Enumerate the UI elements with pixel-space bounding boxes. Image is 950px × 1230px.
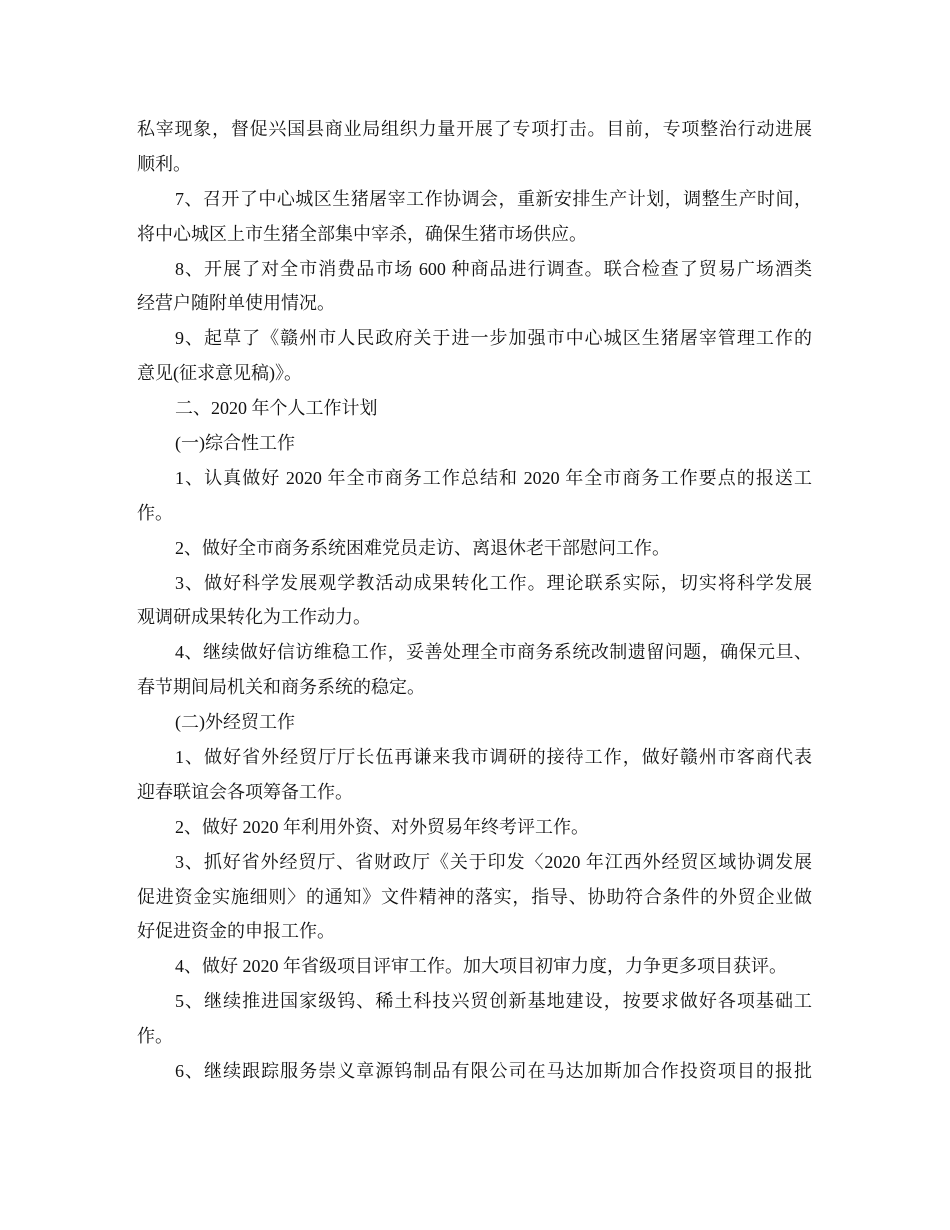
text-line: 将中心城区上市生猪全部集中宰杀，确保生猪市场供应。 <box>137 223 587 244</box>
paragraph <box>137 426 812 461</box>
paragraph <box>137 1054 812 1089</box>
text-line: 二、2020 年个人工作计划 <box>175 398 378 419</box>
text-line: 2、做好 2020 年利用外资、对外贸易年终考评工作。 <box>175 816 589 837</box>
text-line: 1、认真做好 2020 年全市商务工作总结和 2020 年全市商务工作要点的报送工 <box>175 467 812 488</box>
paragraph <box>137 321 812 391</box>
paragraph <box>137 949 812 984</box>
text-line: 促进资金实施细则〉的通知》文件精神的落实，指导、协助符合条件的外贸企业做 <box>137 886 812 907</box>
paragraph <box>137 252 812 322</box>
text-line: 顺利。 <box>137 153 191 174</box>
paragraph <box>137 531 812 566</box>
text-line: 5、继续推进国家级钨、稀土科技兴贸创新基地建设，按要求做好各项基础工 <box>175 991 812 1012</box>
text-line: 4、做好 2020 年省级项目评审工作。加大项目初审力度，力争更多项目获评。 <box>175 956 787 977</box>
text-line: 2、做好全市商务系统困难党员走访、离退休老干部慰问工作。 <box>175 537 670 558</box>
text-line: 9、起草了《赣州市人民政府关于进一步加强市中心城区生猪屠宰管理工作的 <box>175 328 812 349</box>
paragraph <box>137 845 812 950</box>
text-line: 3、做好科学发展观学教活动成果转化工作。理论联系实际，切实将科学发展 <box>175 572 812 593</box>
paragraph <box>137 740 812 810</box>
text-line: 3、抓好省外经贸厅、省财政厅《关于印发〈2020 年江西外经贸区域协调发展 <box>175 851 812 872</box>
text-line: (一)综合性工作 <box>175 433 295 454</box>
text-line: 8、开展了对全市消费品市场 600 种商品进行调查。联合检查了贸易广场酒类 <box>175 258 812 279</box>
document-body <box>137 112 812 1089</box>
text-line: 意见(征求意见稿)》。 <box>137 363 302 384</box>
paragraph <box>137 566 812 636</box>
text-line: 私宰现象，督促兴国县商业局组织力量开展了专项打击。目前，专项整治行动进展 <box>137 119 812 139</box>
text-line: 春节期间局机关和商务系统的稳定。 <box>137 677 425 698</box>
text-line: 经营户随附单使用情况。 <box>137 293 335 314</box>
text-line: 作。 <box>137 1026 173 1047</box>
text-line: 1、做好省外经贸厅厅长伍再谦来我市调研的接待工作，做好赣州市客商代表 <box>175 747 812 768</box>
paragraph <box>137 182 812 252</box>
paragraph <box>137 705 812 740</box>
paragraph <box>137 112 812 182</box>
text-line: (二)外经贸工作 <box>175 712 295 733</box>
text-line: 好促进资金的申报工作。 <box>137 921 335 942</box>
paragraph <box>137 810 812 845</box>
text-line: 7、召开了中心城区生猪屠宰工作协调会，重新安排生产计划，调整生产时间， <box>175 188 812 209</box>
text-line: 4、继续做好信访维稳工作，妥善处理全市商务系统改制遗留问题，确保元旦、 <box>175 642 812 663</box>
paragraph <box>137 984 812 1054</box>
text-line: 作。 <box>137 502 173 523</box>
text-line: 6、继续跟踪服务崇义章源钨制品有限公司在马达加斯加合作投资项目的报批 <box>175 1061 812 1082</box>
paragraph <box>137 391 812 426</box>
paragraph <box>137 635 812 705</box>
paragraph <box>137 461 812 531</box>
text-line: 观调研成果转化为工作动力。 <box>137 607 371 628</box>
text-line: 迎春联谊会各项筹备工作。 <box>137 781 353 802</box>
